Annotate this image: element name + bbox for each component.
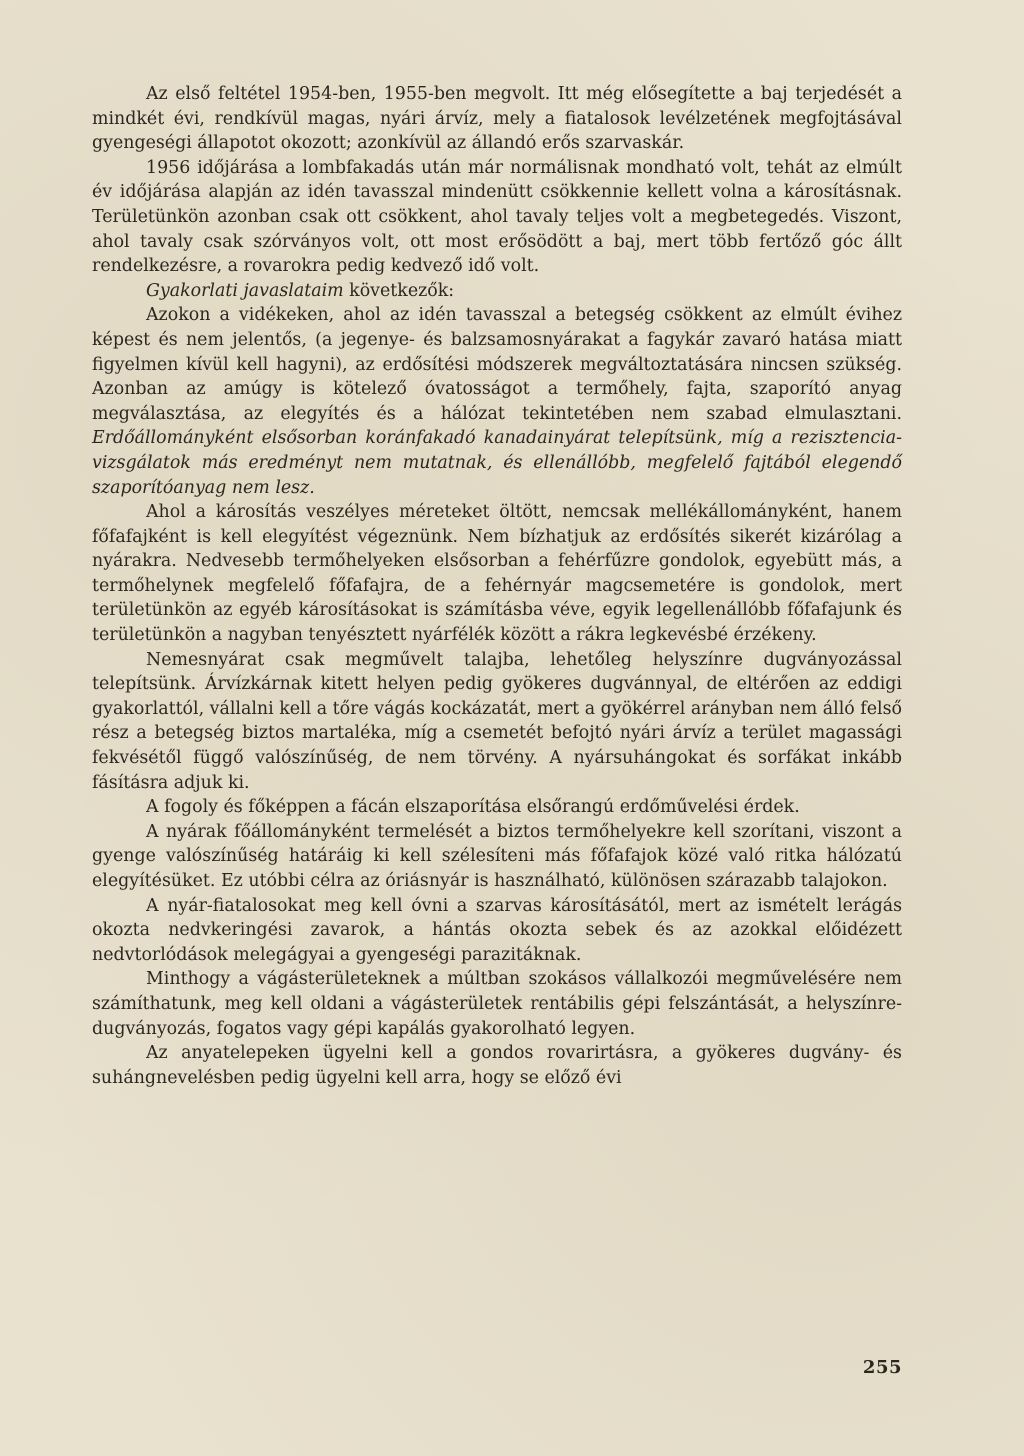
paragraph-4 [92,303,902,500]
paragraph-4-normal: Azokon a vidékeken, ahol az idén tavasszal a betegség csökkent az elmúlt évihez képest és nem jelentős, (a jegenye- és balzsamosnyárakat a fagykár zavaró hatása miatt figyelmen kívül kell hagyni), az erdősítési módszerek megváltoztatására nincsen szükség. Azonban az amúgy is kötelező óvatosságot a termőhely, fajta, szaporító anyag megválasztása, az elegyítés és a hálózat tekintetében nem szabad elmulasztani. [92,305,902,424]
paragraph-1: Az első feltétel 1954-ben, 1955-ben megvolt. Itt még elősegítette a baj terjedését a mindkét évi, rendkívül magas, nyári árvíz, mely a fiatalosok levélzetének megfojtásával gyengeségi állapotot okozott; azonkívül az állandó erős szarvaskár. [92,84,902,154]
paragraph-5: Ahol a károsítás veszélyes méreteket öltött, nemcsak mellékállományként, hanem főfafajként is kell elegyítést végeznünk. Nem bízhatjuk az erdősítés sikerét kizárólag a nyárakra. Nedvesebb termőhelyeken elsősorban a fehérfűzre gondolok, egyebütt más, a termőhelynek megfelelő főfafajra, de a fehérnyár magcsemetére is gondolok, mert területünkön az egyéb károsításokat is számításba véve, egyik legellenállóbb főfafajunk és területünkön a nagyban tenyésztett nyárfélék között a rákra legkevésbé érzékeny. [92,502,902,646]
paragraph-8: A nyárak főállományként termelését a biztos termőhelyekre kell szorítani, viszont a gyenge valószínűség határáig ki kell szélesíteni más főfafajok közé való ritka hálózatú elegyítésüket. Ez utóbbi célra az óriásnyár is használható, különösen szárazabb talajokon. [92,821,902,891]
heading-rest: következők: [343,280,455,301]
paragraph-9: A nyár-fiatalosokat meg kell óvni a szarvas károsításától, mert az ismételt lerágás okozta nedvkeringési zavarok, a hántás okozta sebek és az azokkal előidézett nedvtorlódások melegágyai a gyengeségi parazitáknak. [92,895,902,965]
body-text [92,82,902,1090]
paragraph-6: Nemesnyárat csak megművelt talajba, lehetőleg helyszínre dugványozással telepítsünk. Árvízkárnak kitett helyen pedig gyökeres dugvánnyal, de eltérően az eddigi gyakorlattól, vállalni kell a tőre vágás kockázatát, mert a gyökérrel arányban nem álló felső rész a betegség biztos martaléka, míg a csemetét befojtó nyári árvíz a terület magassági fekvésétől függő valószínűség, de nem törvény. A nyársuhángokat és sorfákat inkább fásításra adjuk ki. [92,649,902,793]
page-number: 255 [862,1357,902,1378]
paragraph-11: Az anyatelepeken ügyelni kell a gondos rovarirtásra, a gyökeres dugvány- és suhángnevelésben pedig ügyelni kell arra, hogy se előző évi [92,1043,902,1088]
paragraph-4-italic: Erdőállományként elsősorban koránfakadó kanadainyárat telepítsünk, míg a rezisztencia-vizsgálatok más eredményt nem mutatnak, és ellenállóbb, megfelelő fajtából elegendő szaporítóanyag nem lesz. [92,428,902,498]
heading-italic: Gyakorlati javaslataim [146,280,344,301]
paragraph-10: Minthogy a vágásterületeknek a múltban szokásos vállalkozói megművelésére nem számíthatunk, meg kell oldani a vágásterületek rentábilis gépi felszántását, a helyszínre-dugványozás, fogatos vagy gépi kapálás gyakorolható legyen. [92,969,902,1039]
paragraph-2: 1956 időjárása a lombfakadás után már normálisnak mondható volt, tehát az elmúlt év időjárása alapján az idén tavasszal mindenütt csökkennie kellett volna a károsításnak. Területünkön azonban csak ott csökkent, ahol tavaly teljes volt a megbetegedés. Viszont, ahol tavaly csak szórványos volt, ott most erősödött a baj, mert több fertőző góc állt rendelkezésre, a rovarokra pedig kedvező idő volt. [92,157,902,277]
paragraph-7: A fogoly és főképpen a fácán elszaporítása elsőrangú erdőművelési érdek. [146,797,800,818]
paragraph-3-heading [92,279,902,304]
